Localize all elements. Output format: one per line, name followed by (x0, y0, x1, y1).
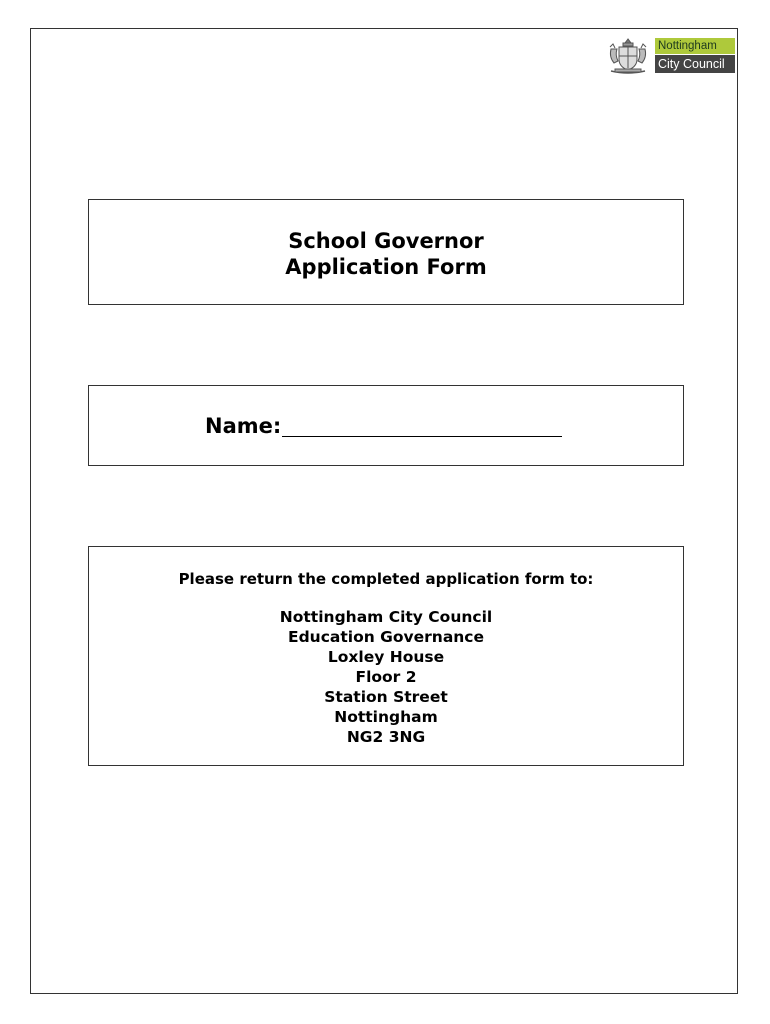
name-box (88, 385, 684, 466)
title-line-2: Application Form (285, 255, 487, 279)
address-line: Floor 2 (355, 668, 417, 686)
name-input-line[interactable] (282, 416, 562, 437)
address-line: Station Street (324, 688, 448, 706)
return-instruction: Please return the completed application form to: (178, 570, 594, 588)
address-line: Nottingham City Council (279, 608, 493, 626)
address-line: Nottingham (334, 708, 438, 726)
document-page (30, 28, 738, 994)
address-line: Education Governance (287, 628, 485, 646)
address-line: Loxley House (327, 648, 445, 666)
name-label: Name: (205, 414, 282, 438)
title-line-1: School Governor (288, 229, 484, 253)
logo-text-city-council: City Council (655, 55, 735, 73)
return-address-box (88, 546, 684, 766)
name-row (205, 411, 562, 441)
council-logo (605, 35, 735, 75)
coat-of-arms-icon (605, 35, 651, 75)
address-block (89, 607, 683, 747)
address-line: NG2 3NG (346, 728, 426, 746)
title-box (88, 199, 684, 305)
logo-text-nottingham: Nottingham (655, 38, 735, 54)
